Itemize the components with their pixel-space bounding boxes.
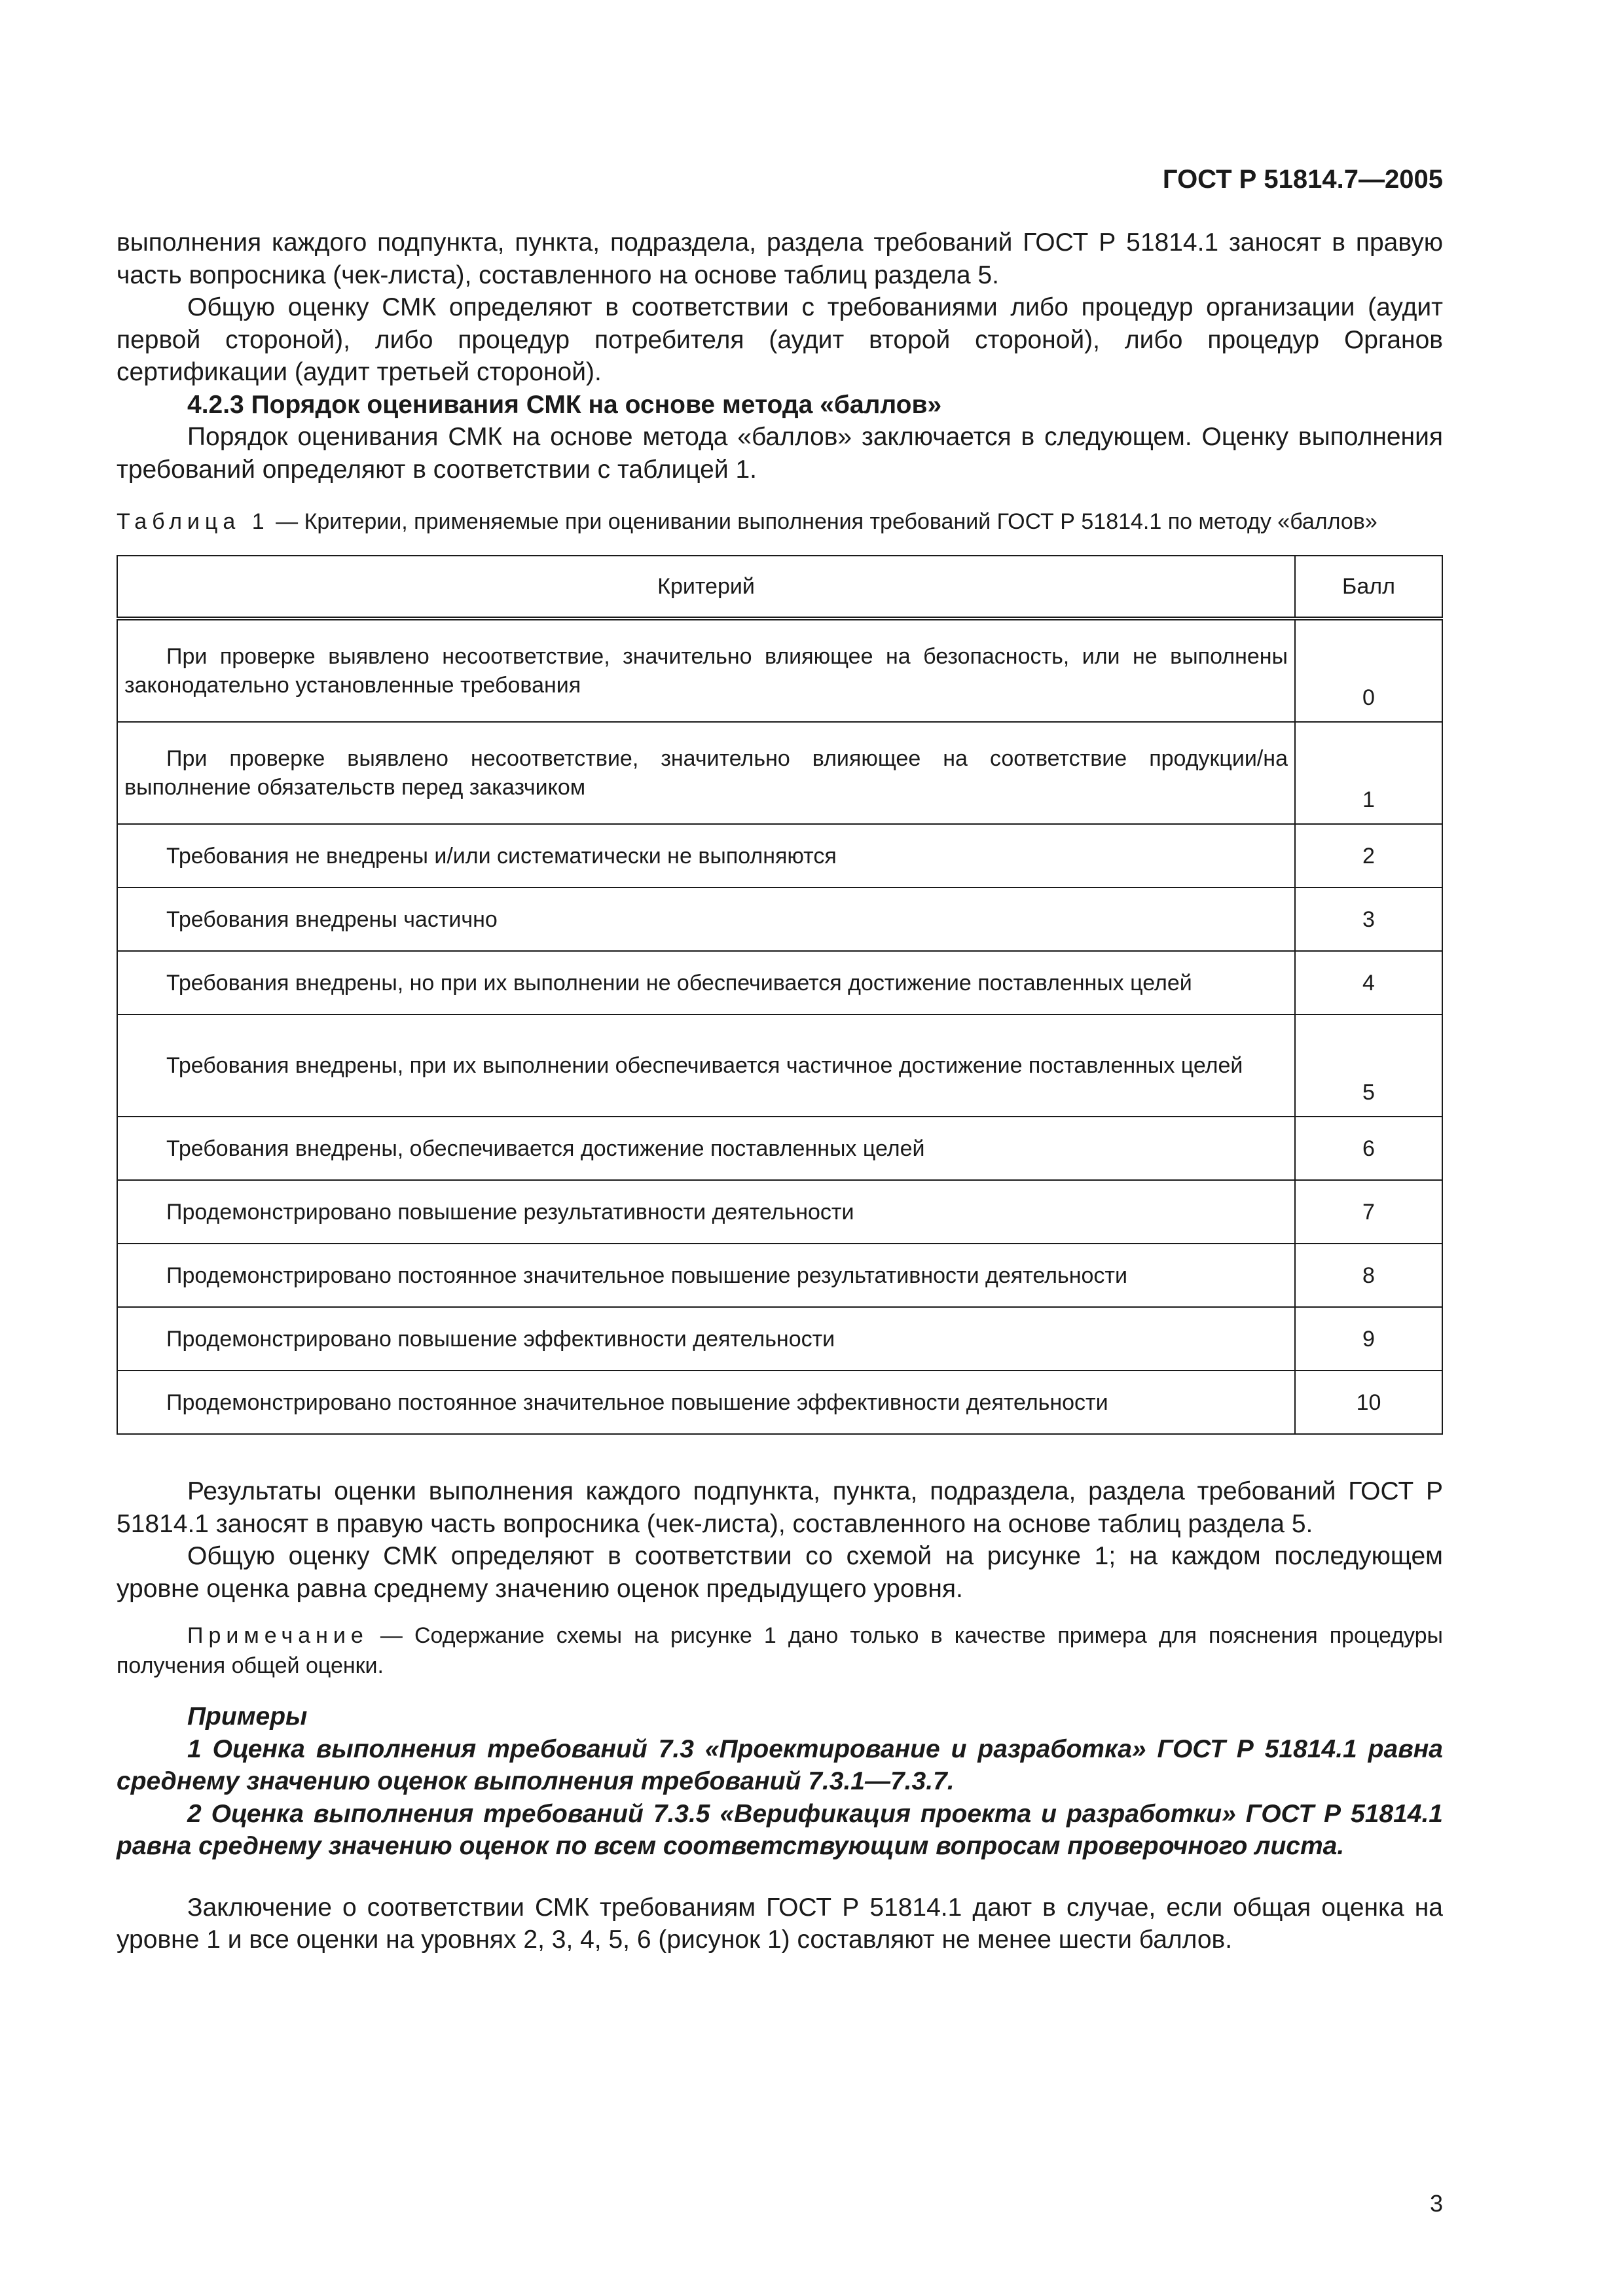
results-paragraph: Результаты оценки выполнения каждого подпункта, пункта, подраздела, раздела требований ГОСТ Р 51814.1 заносят в правую часть вопросника (чек-листа), составленного на основе таблиц раздела 5. xyxy=(117,1477,1443,1538)
page-number: 3 xyxy=(1429,2190,1443,2217)
table-caption-text: — Критерии, применяемые при оценивании выполнения требований ГОСТ Р 51814.1 по методу «баллов» xyxy=(276,509,1377,534)
table-row xyxy=(117,619,1442,722)
criterion-cell: Продемонстрировано повышение результативности деятельности xyxy=(117,1180,1295,1244)
document-body xyxy=(117,226,1443,1956)
criterion-cell: Продемонстрировано постоянное значительное повышение эффективности деятельности xyxy=(117,1371,1295,1434)
score-cell: 2 xyxy=(1295,824,1442,888)
criterion-cell: Требования внедрены, при их выполнении обеспечивается частичное достижение поставленных целей xyxy=(117,1014,1295,1117)
table-row xyxy=(117,1244,1442,1307)
criterion-cell: Требования внедрены частично xyxy=(117,888,1295,951)
table-row xyxy=(117,1014,1442,1117)
criterion-cell: Требования внедрены, обеспечивается достижение поставленных целей xyxy=(117,1117,1295,1180)
table-row xyxy=(117,1180,1442,1244)
note xyxy=(117,1621,1443,1681)
score-cell: 10 xyxy=(1295,1371,1442,1434)
note-label: Примечание xyxy=(187,1623,369,1648)
section-heading: 4.2.3 Порядок оценивания СМК на основе метода «баллов» xyxy=(187,390,942,419)
example-1: 1 Оценка выполнения требований 7.3 «Проектирование и разработка» ГОСТ Р 51814.1 равна среднему значению оценок выполнения требований 7.3.1—7.3.7. xyxy=(117,1734,1443,1795)
examples-block xyxy=(117,1700,1443,1863)
criterion-cell: Продемонстрировано повышение эффективности деятельности xyxy=(117,1307,1295,1371)
score-cell: 3 xyxy=(1295,888,1442,951)
table-row xyxy=(117,1371,1442,1434)
criterion-cell: Требования не внедрены и/или систематически не выполняются xyxy=(117,824,1295,888)
note-text: — Содержание схемы на рисунке 1 дано только в качестве примера для пояснения процедуры получения общей оценки. xyxy=(117,1623,1443,1678)
column-header-score: Балл xyxy=(1295,556,1442,619)
score-cell: 0 xyxy=(1295,619,1442,722)
score-cell: 6 xyxy=(1295,1117,1442,1180)
table-row xyxy=(117,888,1442,951)
intro-paragraph-2: Общую оценку СМК определяют в соответствии с требованиями либо процедур организации (аудит первой стороной), либо процедур потребителя (аудит второй стороной), либо процедур Органов сертификации (аудит третьей стороной). xyxy=(117,293,1443,386)
table-row xyxy=(117,722,1442,824)
column-header-criterion: Критерий xyxy=(117,556,1295,619)
document-code-header: ГОСТ Р 51814.7—2005 xyxy=(1162,165,1443,194)
score-cell: 1 xyxy=(1295,722,1442,824)
criterion-cell: Продемонстрировано постоянное значительное повышение результативности деятельности xyxy=(117,1244,1295,1307)
table-caption xyxy=(117,507,1443,537)
intro-paragraph-1: выполнения каждого подпункта, пункта, подраздела, раздела требований ГОСТ Р 51814.1 заносят в правую часть вопросника (чек-листа), составленного на основе таблиц раздела 5. xyxy=(117,228,1443,289)
table-row xyxy=(117,1117,1442,1180)
examples-title: Примеры xyxy=(187,1702,308,1731)
intro-paragraph-3: Порядок оценивания СМК на основе метода «баллов» заключается в следующем. Оценку выполнения требований определяют в соответствии с таблицей 1. xyxy=(117,423,1443,484)
criterion-cell: При проверке выявлено несоответствие, значительно влияющее на безопасность, или не выполнены законодательно установленные требования xyxy=(117,619,1295,722)
score-cell: 5 xyxy=(1295,1014,1442,1117)
criterion-cell: Требования внедрены, но при их выполнении не обеспечивается достижение поставленных целей xyxy=(117,951,1295,1014)
table-header-row xyxy=(117,556,1442,619)
table-row xyxy=(117,951,1442,1014)
overall-assessment-paragraph: Общую оценку СМК определяют в соответствии со схемой на рисунке 1; на каждом последующем уровне оценка равна среднему значению оценок предыдущего уровня. xyxy=(117,1542,1443,1603)
table-row xyxy=(117,824,1442,888)
table-caption-label: Таблица 1 xyxy=(117,509,270,534)
score-cell: 4 xyxy=(1295,951,1442,1014)
example-2: 2 Оценка выполнения требований 7.3.5 «Верификация проекта и разработки» ГОСТ Р 51814.1 равна среднему значению оценок по всем соответствующим вопросам проверочного листа. xyxy=(117,1799,1443,1860)
table-row xyxy=(117,1307,1442,1371)
score-cell: 8 xyxy=(1295,1244,1442,1307)
criterion-cell: При проверке выявлено несоответствие, значительно влияющее на соответствие продукции/на выполнение обязательств перед заказчиком xyxy=(117,722,1295,824)
score-cell: 7 xyxy=(1295,1180,1442,1244)
criteria-table xyxy=(117,555,1443,1435)
score-cell: 9 xyxy=(1295,1307,1442,1371)
conclusion-paragraph: Заключение о соответствии СМК требованиям ГОСТ Р 51814.1 дают в случае, если общая оценка на уровне 1 и все оценки на уровнях 2, 3, 4, 5, 6 (рисунок 1) составляют не менее шести баллов. xyxy=(117,1893,1443,1954)
